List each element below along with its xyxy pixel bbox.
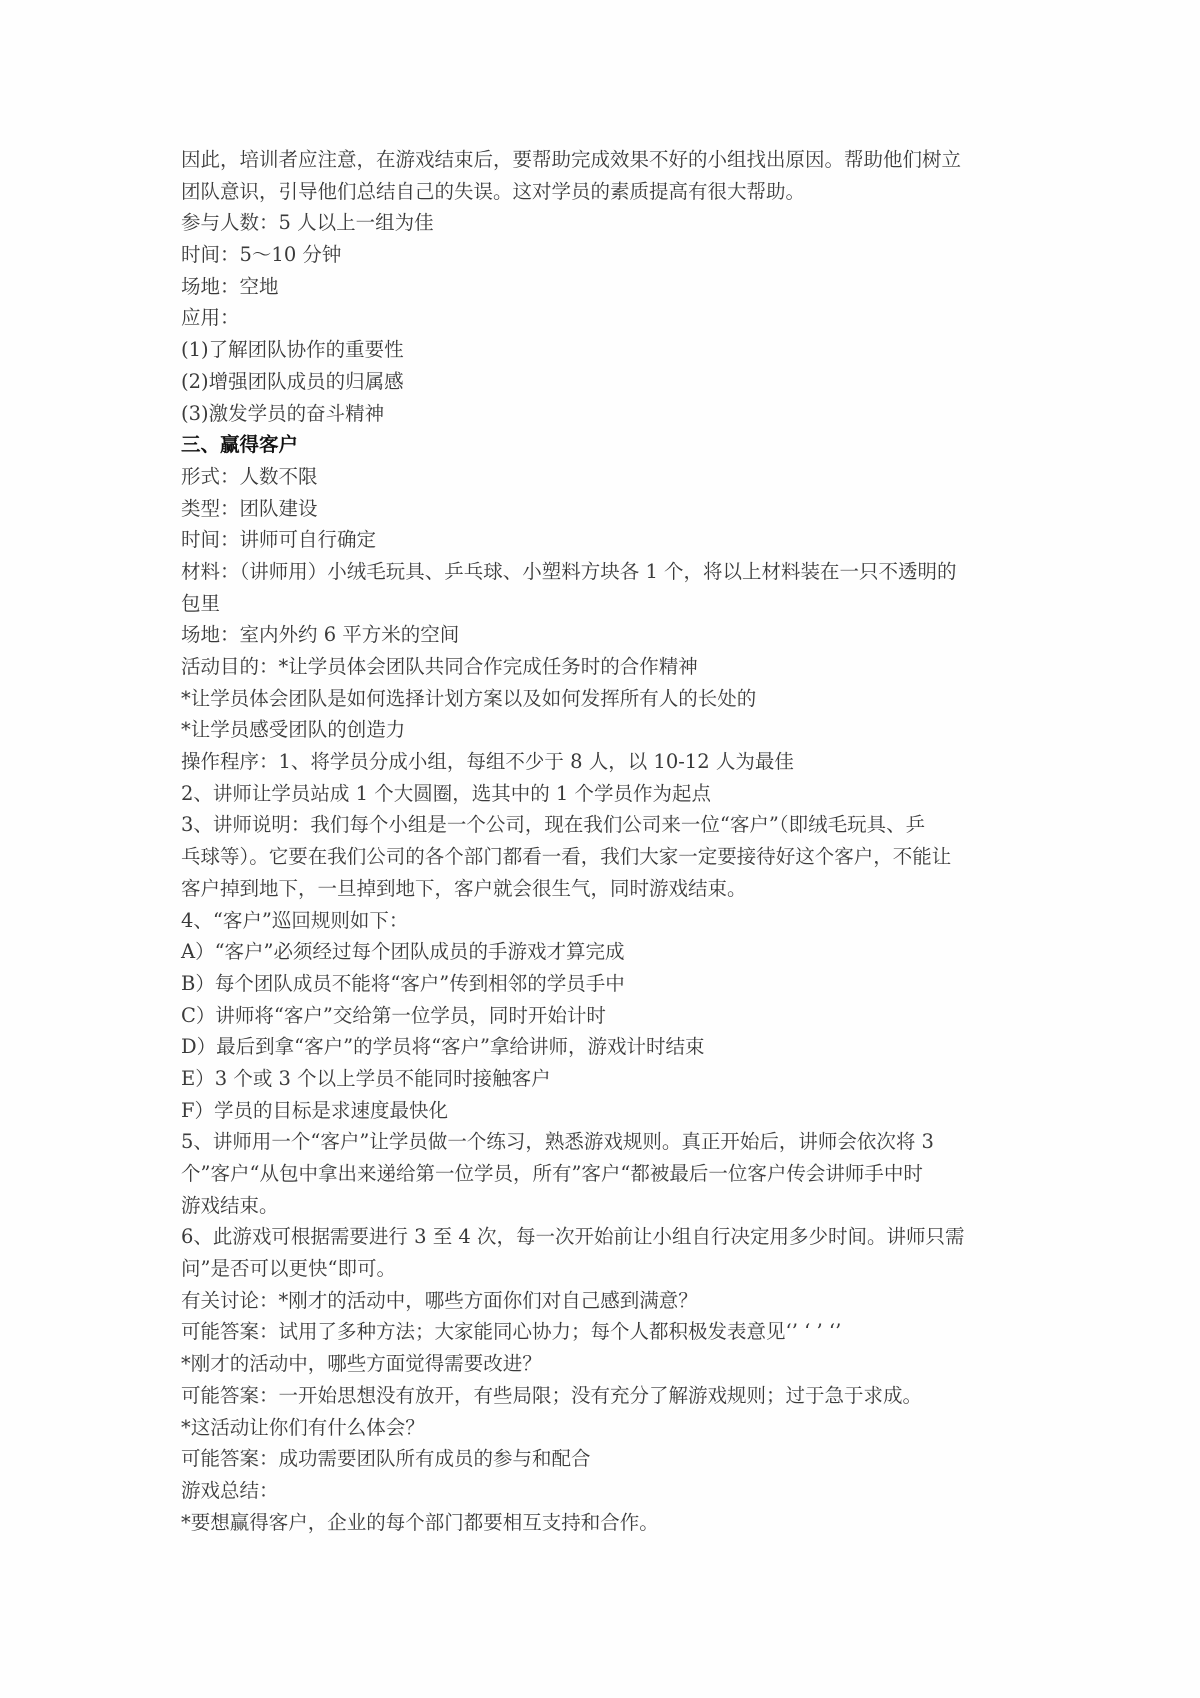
text-line: 有关讨论：*刚才的活动中，哪些方面你们对自己感到满意？ [181,1288,698,1312]
text-line: 参与人数：5 人以上一组为佳 [181,211,434,235]
text-line: 可能答案：试用了多种方法；大家能同心协力；每个人都积极发表意见‘’ ‘ ’ ‘’ [181,1320,842,1344]
text-line: 6、此游戏可根据需要进行 3 至 4 次，每一次开始前让小组自行决定用多少时间。讲师只需 [181,1225,965,1249]
text-line: 材料：（讲师用）小绒毛玩具、乒乓球、小塑料方块各 1 个，将以上材料装在一只不透明的 [181,559,957,583]
text-line: (3)激发学员的奋斗精神 [181,401,385,425]
text-line: 团队意识，引导他们总结自己的失误。这对学员的素质提高有很大帮助。 [181,179,806,203]
text-line: 场地：室内外约 6 平方米的空间 [181,623,460,647]
text-line: 时间：5～10 分钟 [181,243,342,267]
text-line: 游戏总结： [181,1478,279,1502]
text-line: *让学员感受团队的创造力 [181,718,406,742]
text-line: (2)增强团队成员的归属感 [181,369,404,393]
text-line: 可能答案：成功需要团队所有成员的参与和配合 [181,1447,591,1471]
text-line: 问”是否可以更快“即可。 [181,1257,396,1281]
text-line: 类型：团队建设 [181,496,318,520]
text-line: *刚才的活动中，哪些方面觉得需要改进？ [181,1352,542,1376]
text-line: D）最后到拿“客户”的学员将“客户”拿给讲师，游戏计时结束 [181,1035,705,1059]
text-line: 个”客户“从包中拿出来递给第一位学员，所有”客户“都被最后一位客户传会讲师手中时 [181,1162,923,1185]
text-line: 2、讲师让学员站成 1 个大圆圈，选其中的 1 个学员作为起点 [181,781,712,805]
text-line: 可能答案：一开始思想没有放开，有些局限；没有充分了解游戏规则；过于急于求成。 [181,1383,923,1407]
text-line: *要想赢得客户，企业的每个部门都要相互支持和合作。 [181,1510,659,1534]
text-line: 4、“客户”巡回规则如下： [181,908,409,932]
text-line: B）每个团队成员不能将“客户”传到相邻的学员手中 [181,971,625,995]
text-line: 应用： [181,306,240,330]
text-line: (1)了解团队协作的重要性 [181,338,404,362]
text-line: *让学员体会团队是如何选择计划方案以及如何发挥所有人的长处的 [181,686,757,710]
section-heading: 三、赢得客户 [181,433,299,457]
text-line: 客户掉到地下，一旦掉到地下，客户就会很生气，同时游戏结束。 [181,876,747,900]
text-line: 活动目的：*让学员体会团队共同合作完成任务时的合作精神 [181,655,698,678]
text-line: 场地：空地 [181,274,279,298]
text-line: 形式：人数不限 [181,464,318,488]
text-line: 包里 [181,591,221,615]
text-line: 时间：讲师可自行确定 [181,528,377,552]
text-line: *这活动让你们有什么体会？ [181,1415,425,1439]
text-line: E）3 个或 3 个以上学员不能同时接触客户 [181,1066,551,1090]
text-line: 乓球等）。它要在我们公司的各个部门都看一看，我们大家一定要接待好这个客户，不能让 [181,845,952,869]
text-line: A）“客户”必须经过每个团队成员的手游戏才算完成 [181,940,625,964]
text-line: 因此，培训者应注意，在游戏结束后，要帮助完成效果不好的小组找出原因。帮助他们树立 [181,148,962,171]
text-line: C）讲师将“客户”交给第一位学员，同时开始计时 [181,1003,606,1027]
text-line: 5、讲师用一个“客户”让学员做一个练习，熟悉游戏规则。真正开始后，讲师会依次将 3 [181,1130,934,1154]
text-line: F）学员的目标是求速度最快化 [181,1098,449,1122]
text-line: 游戏结束。 [181,1193,279,1217]
text-line: 操作程序：1、将学员分成小组，每组不少于 8 人，以 10-12 人为最佳 [181,750,794,774]
document-body [181,144,1026,1538]
text-line: 3、讲师说明：我们每个小组是一个公司，现在我们公司来一位“客户”（即绒毛玩具、乒 [181,813,926,837]
